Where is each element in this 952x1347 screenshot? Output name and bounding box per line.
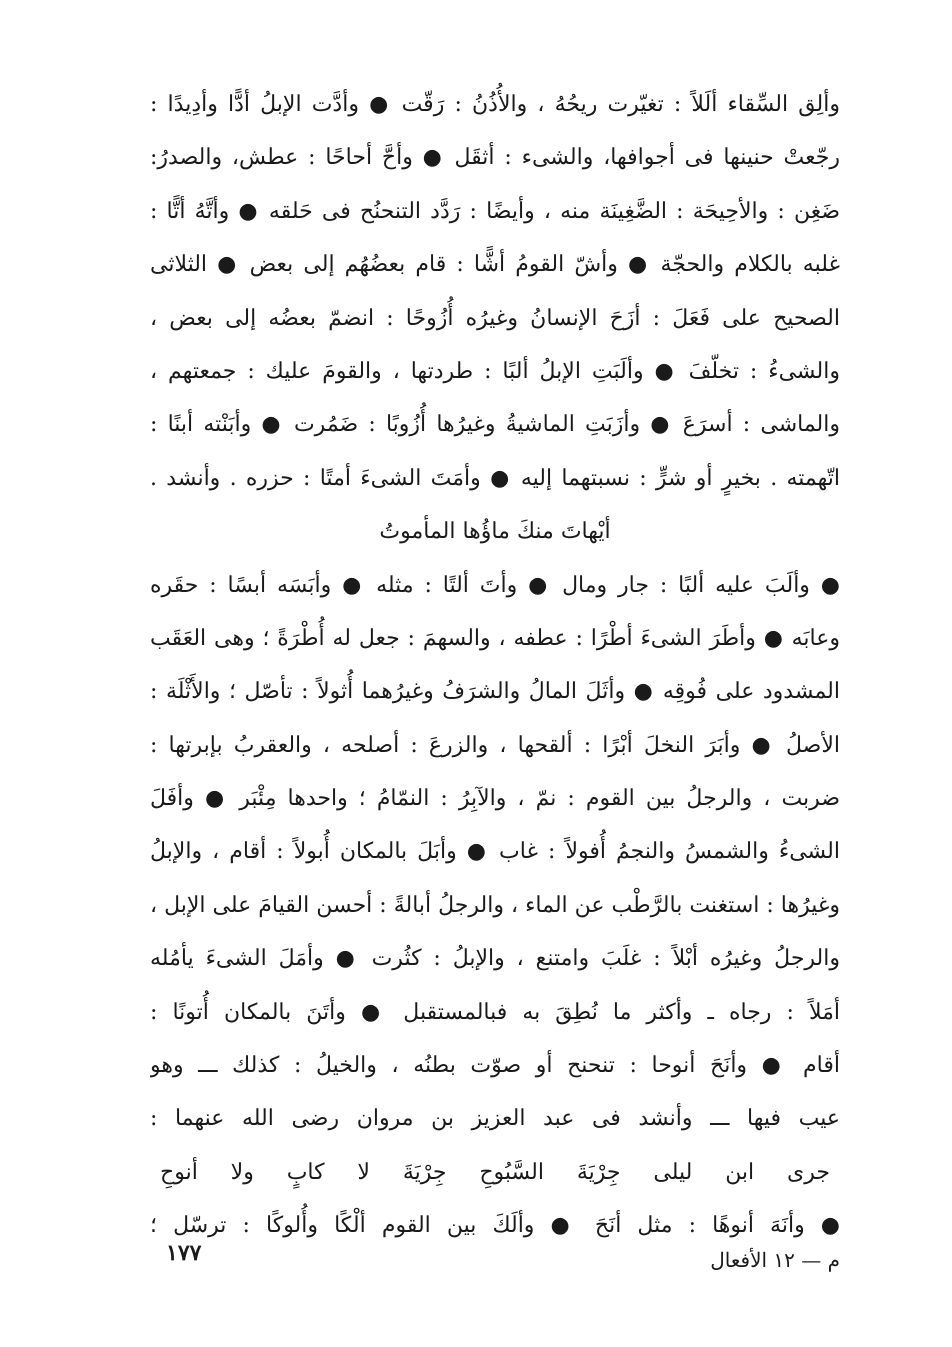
verse-line: أيْهاتَ منكَ ماؤُها المأموتُ	[379, 519, 611, 545]
text-line: وغيرُها : استغنت بالرَّطْب عن الماء ، والرجلُ أبالةً : أحسن القيامَ على الإبل ،	[150, 892, 840, 918]
text-line: الأصلُ ● وأبَرَ النخلَ أبْرًا : ألقحها ، والزرعَ : أصلحه ، والعقربُ بإبرتها :	[150, 732, 840, 758]
text-line: رجّعتْ حنينها فى أجوافها، والشىء : أثقَل ● وأحَّ أحاحًا : عطش، والصدرُ:	[150, 145, 840, 171]
text-line: ● وأنَهَ أنوهًا : مثل أنَحَ ● وألَكَ بين القوم ألْكًا وأُلوكًا : ترسّل ؛	[150, 1213, 840, 1239]
text-line: وعابَه ● وأطَرَ الشىءَ أطْرًا : عطفه ، والسهمَ : جعل له أُطْرَةً ؛ وهى العَقَب	[150, 625, 840, 651]
page-number: ١٧٧	[166, 1240, 202, 1266]
text-line: وألِق السِّقاء ألَلاً : تغيّرت ريحُهُ ، والأُذُنُ : رَقّت ● وأدَّت الإبلُ أدًّا وأدِيدًا :	[150, 92, 840, 117]
text-line: عيب فيها ـــ وأنشد فى عبد العزيز بن مروان رضى الله عنهما :	[150, 1106, 840, 1132]
text-line: المشدود على فُوقِه ● وأثَلَ المالُ والشرَفُ وغيرُهما أُثولاً : تأصّل ؛ والأَثْلَة :	[150, 679, 840, 705]
text-line: والرجلُ وغيرُه أبْلاً : غلَبَ وامتنع ، والإبلُ : كثُرت ● وأمَلَ الشىءَ يأمُله	[150, 946, 840, 972]
text-line: ضَغِن : والأحِيحَة : الضَّغِينَة منه ، وأيضًا : رَدَّد التنحنُح فى حَلقه ● وأتَّهُ أتًّا :	[150, 198, 840, 224]
text-line: اتّهمته . بخيرٍ أو شرٍّ : نسبتهما إليه ● وأمَتَ الشىءَ أمتًا : حزره . وأنشد .	[150, 465, 840, 491]
text-line: ضربت ، والرجلُ بين القوم : نمّ ، والآبِرُ : النمّامُ ؛ واحدها مِئْبَر ● وأفَلَ	[150, 786, 840, 812]
text-line: أمَلاً : رجاه ـ وأكثر ما نُطِقَ به فبالمستقبل ● وأتَنَ بالمكان أُتونًا :	[150, 999, 840, 1025]
text-line: الشىءُ والشمسُ والنجمُ أُفولاً : غاب ● وأبَلَ بالمكان أُبولاً : أقام ، والإبلُ	[150, 839, 840, 865]
text-line: الصحيح على فَعَلَ : أزَحَ الإنسانُ وغيرُه أُزُوحًا : انضمّ بعضُه إلى بعض ،	[150, 305, 840, 331]
text-line: ● وألَبَ عليه ألبًا : جار ومال ● وأتَ ألتًا : مثله ● وأبَسَه أبسًا : حقَره	[150, 572, 840, 598]
body-text	[150, 78, 840, 1253]
text-line: والشىءُ : تخلّفَ ● وألَبَتِ الإبلُ ألبًا : طردتها ، والقومَ عليك : جمعتهم ،	[150, 358, 840, 384]
signature-mark: م — ١٢ الأفعال	[710, 1248, 840, 1272]
text-line: أقام ● وأنَحَ أنوحا : تنحنح أو صوّت بطنُه ، والخيلُ : كذلك ـــ وهو	[150, 1053, 840, 1079]
verse-line: جرى ابن ليلى جِرْيَةَ السَّبُوحِ جِرْيَةَ لا كابٍ ولا أنوحِ	[160, 1159, 830, 1185]
text-line: والماشى : أسرَعَ ● وأزَبَتِ الماشيةُ وغيرُها أُزُوبًا : ضَمُرت ● وأبَنْته أبنًا :	[150, 412, 840, 438]
text-line: غلبه بالكلام والحجّة ● وأشّ القومُ أشًّا : قام بعضُهُم إلى بعض ● الثلاثى	[150, 252, 840, 278]
page-footer	[150, 1240, 840, 1280]
